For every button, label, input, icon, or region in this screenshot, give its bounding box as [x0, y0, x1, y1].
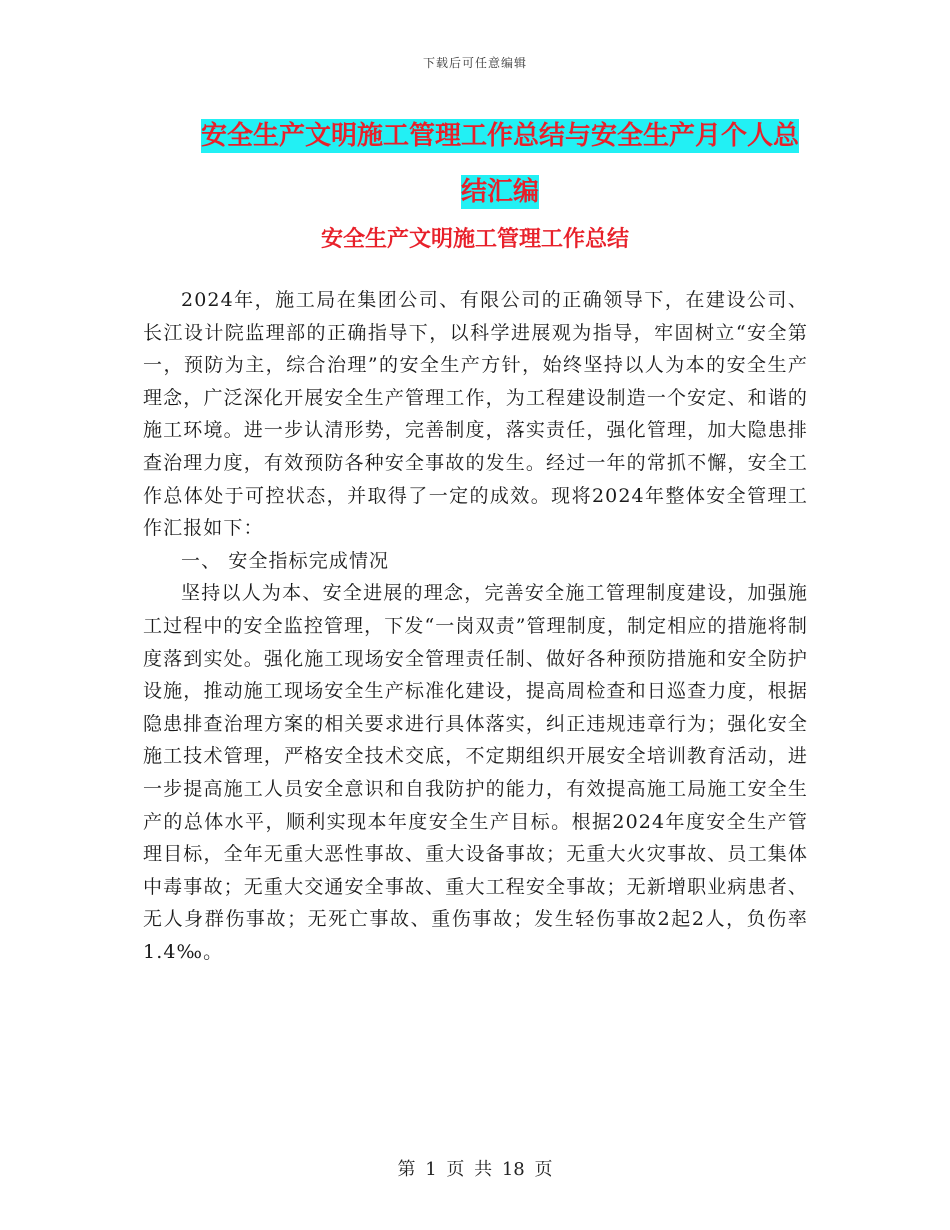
paragraph-intro: 2024年，施工局在集团公司、有限公司的正确领导下，在建设公司、长江设计院监理部的正确指导下，以科学进展观为指导，牢固树立“安全第一，预防为主，综合治理”的安全生产方针，始终坚持以人为本的安全生产理念，广泛深化开展安全生产管理工作，为工程建设制造一个安定、和谐的施工环境。进一步认清形势，完善制度，落实责任，强化管理，加大隐患排查治理力度，有效预防各种安全事故的发生。经过一年的常抓不懈，安全工作总体处于可控状态，并取得了一定的成效。现将2024年整体安全管理工作汇报如下： [143, 289, 808, 540]
subsection-heading: 一、 安全指标完成情况 [181, 549, 390, 572]
body-text [143, 284, 808, 968]
header-note: 下载后可任意编辑 [422, 56, 527, 70]
main-title-line2: 结汇编 [460, 177, 539, 207]
page-footer: 第 1 页 共 18 页 [397, 1159, 553, 1180]
paragraph-indicators: 坚持以人为本、安全进展的理念，完善安全施工管理制度建设，加强施工过程中的安全监控管理，下发“一岗双责”管理制度，制定相应的措施将制度落到实处。强化施工现场安全管理责任制、做好各种预防措施和安全防护设施，推动施工现场安全生产标准化建设，提高周检查和日巡查力度，根据隐患排查治理方案的相关要求进行具体落实，纠正违规违章行为；强化安全施工技术管理，严格安全技术交底，不定期组织开展安全培训教育活动，进一步提高施工人员安全意识和自我防护的能力，有效提高施工局施工安全生产的总体水平，顺利实现本年度安全生产目标。根据2024年度安全生产管理目标，全年无重大恶性事故、重大设备事故；无重大火灾事故、员工集体中毒事故；无重大交通安全事故、重大工程安全事故；无新增职业病患者、无人身群伤事故；无死亡事故、重伤事故；发生轻伤事故2起2人，负伤率1.4‰。 [143, 582, 808, 963]
section-title: 安全生产文明施工管理工作总结 [320, 226, 629, 252]
main-title-line1: 安全生产文明施工管理工作总结与安全生产月个人总 [200, 121, 799, 151]
main-title [140, 108, 860, 220]
